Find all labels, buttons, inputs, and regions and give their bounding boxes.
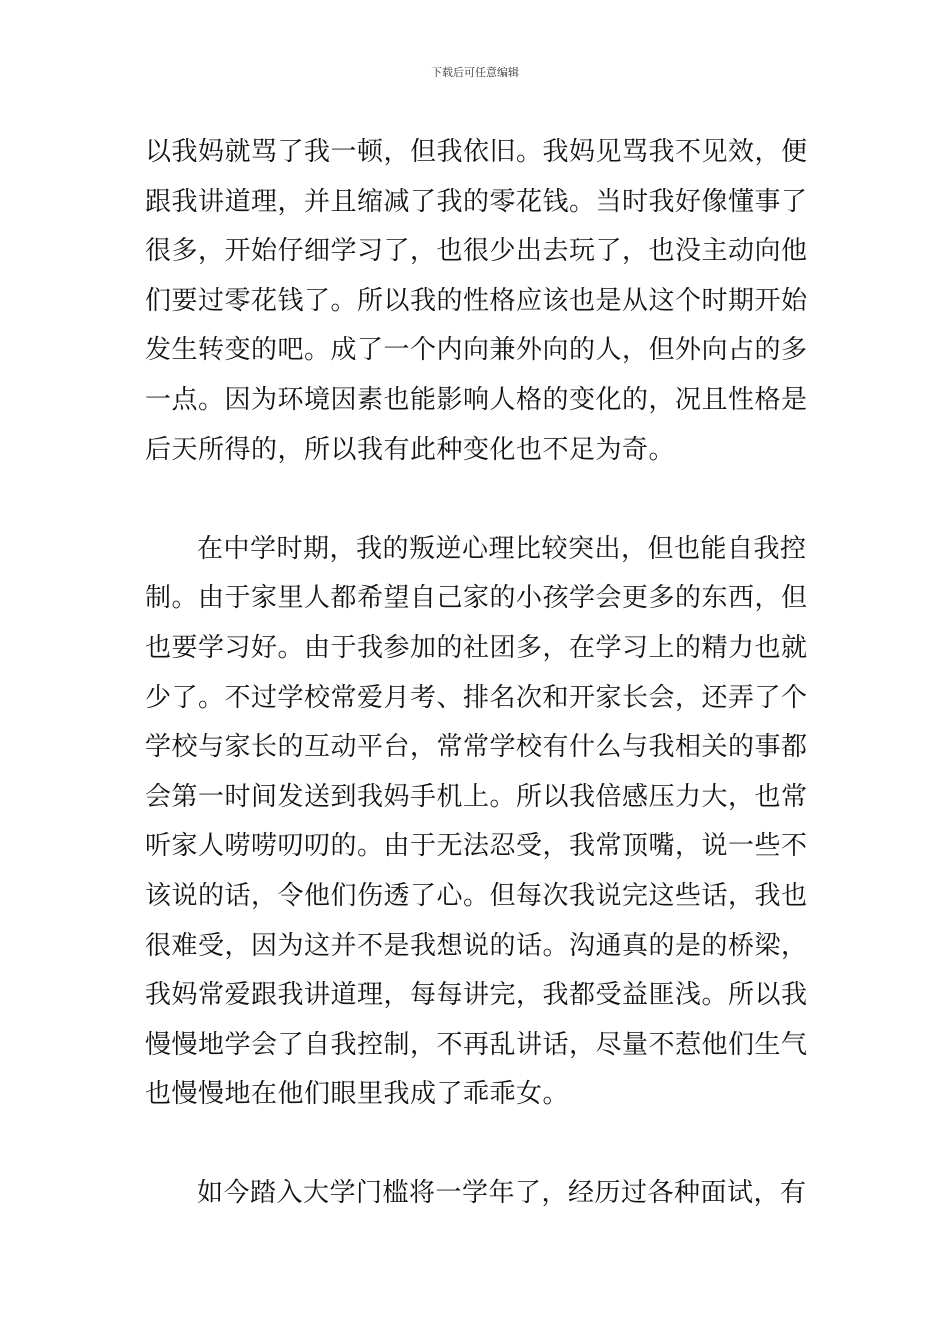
paragraph-3 bbox=[145, 1169, 810, 1219]
paragraph-spacer bbox=[145, 475, 810, 525]
text-line: 也要学习好。由于我参加的社团多，在学习上的精力也就 bbox=[145, 632, 808, 663]
text-line: 后天所得的，所以我有此种变化也不足为奇。 bbox=[145, 434, 676, 465]
text-line: 学校与家长的互动平台，常常学校有什么与我相关的事都 bbox=[145, 732, 808, 763]
text-line: 发生转变的吧。成了一个内向兼外向的人，但外向占的多 bbox=[145, 335, 808, 366]
text-line: 一点。因为环境因素也能影响人格的变化的，况且性格是 bbox=[145, 384, 808, 415]
text-line: 该说的话，令他们伤透了心。但每次我说完这些话，我也 bbox=[145, 880, 808, 911]
text-line: 们要过零花钱了。所以我的性格应该也是从这个时期开始 bbox=[145, 285, 808, 316]
text-line: 在中学时期，我的叛逆心理比较突出，但也能自我控 bbox=[197, 533, 807, 564]
text-line: 跟我讲道理，并且缩减了我的零花钱。当时我好像懂事了 bbox=[145, 186, 808, 217]
text-line: 我妈常爱跟我讲道理，每每讲完，我都受益匪浅。所以我 bbox=[145, 980, 808, 1011]
text-line: 以我妈就骂了我一顿，但我依旧。我妈见骂我不见效，便 bbox=[145, 137, 808, 167]
text-line: 也慢慢地在他们眼里我成了乖乖女。 bbox=[145, 1079, 570, 1110]
text-line: 慢慢地学会了自我控制，不再乱讲话，尽量不惹他们生气 bbox=[145, 1029, 808, 1060]
text-line: 少了。不过学校常爱月考、排名次和开家长会，还弄了个 bbox=[145, 682, 808, 713]
paragraph-2 bbox=[145, 525, 810, 1120]
text-line: 如今踏入大学门槛将一学年了，经历过各种面试，有 bbox=[197, 1178, 807, 1209]
page-header: 下载后可任意编辑 bbox=[431, 66, 519, 79]
text-line: 很多，开始仔细学习了，也很少出去玩了，也没主动向他 bbox=[145, 236, 808, 267]
text-line: 听家人唠唠叨叨的。由于无法忍受，我常顶嘴，说一些不 bbox=[145, 831, 808, 862]
text-line: 制。由于家里人都希望自己家的小孩学会更多的东西，但 bbox=[145, 583, 808, 614]
text-line: 很难受，因为这并不是我想说的话。沟通真的是的桥梁， bbox=[145, 930, 808, 961]
text-line: 会第一时间发送到我妈手机上。所以我倍感压力大，也常 bbox=[145, 781, 808, 812]
paragraph-1 bbox=[145, 128, 810, 475]
document-body bbox=[145, 128, 810, 1219]
paragraph-spacer bbox=[145, 1120, 810, 1170]
